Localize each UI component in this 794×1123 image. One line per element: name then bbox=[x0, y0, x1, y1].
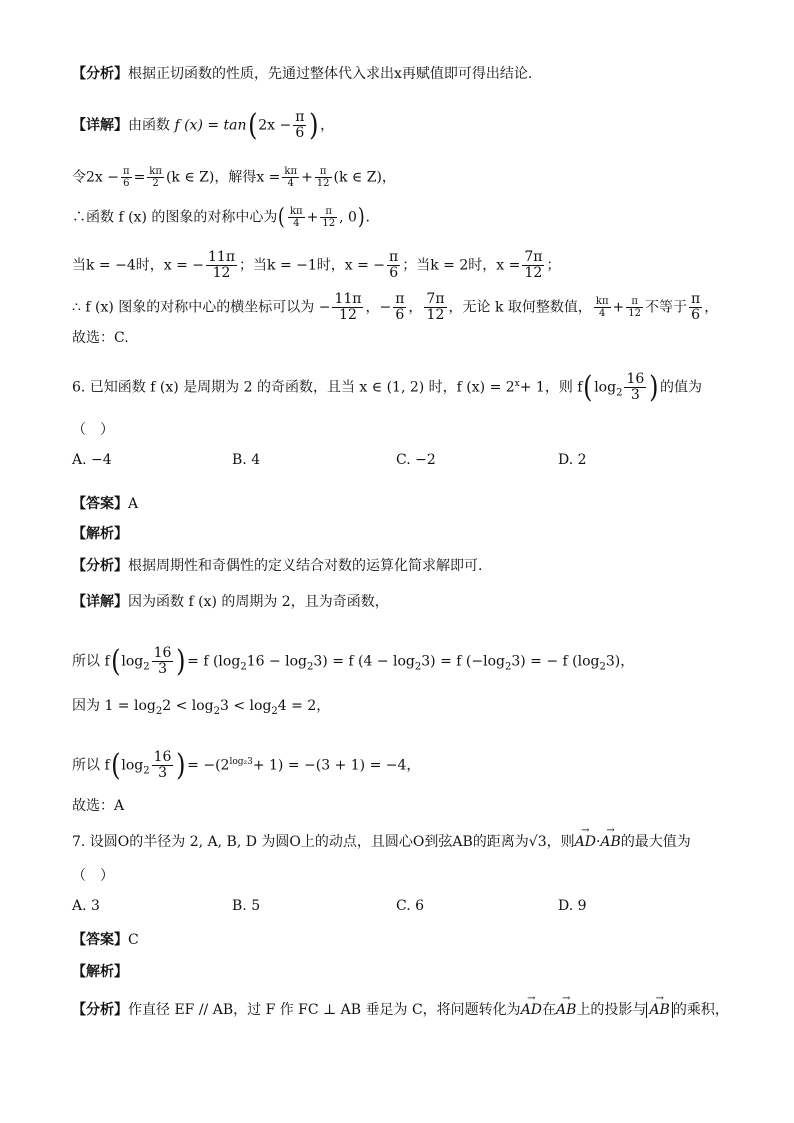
text: ， bbox=[704, 299, 719, 316]
text: ；当k = 2时，x = bbox=[402, 257, 521, 274]
denominator: 12 bbox=[524, 265, 543, 281]
text: · bbox=[595, 834, 601, 850]
fraction bbox=[288, 206, 305, 229]
text: 3) = f (−log bbox=[421, 653, 505, 670]
text: 上的投影与 bbox=[576, 1002, 647, 1018]
q6-detail bbox=[72, 592, 389, 612]
q6-choice: 故选：A bbox=[72, 798, 125, 814]
q7-option-d: D. 9 bbox=[558, 898, 587, 914]
text: 3) = − f (log bbox=[511, 653, 600, 670]
text: ∴ f (x) 图象的对称中心的横坐标可以为 − bbox=[72, 299, 331, 316]
text: 3) = f (4 − log bbox=[313, 653, 415, 670]
numerator: 16 bbox=[153, 749, 172, 765]
superscript: x bbox=[514, 378, 520, 389]
numerator: π bbox=[320, 206, 337, 218]
text: 7. 设圆O的半径为 2, A, B, D 为圆O上的动点，且圆心O到弦AB的距离为 bbox=[72, 834, 529, 850]
abs-bars bbox=[646, 1002, 672, 1018]
analysis-label: 【分析】 bbox=[72, 1002, 128, 1018]
numerator: π bbox=[295, 109, 305, 125]
q5-line4 bbox=[72, 250, 560, 281]
paren: ( bbox=[278, 204, 286, 230]
fraction bbox=[320, 206, 337, 229]
numerator: kπ bbox=[289, 206, 303, 217]
fraction bbox=[332, 292, 363, 323]
vector-ab: → AB bbox=[556, 1000, 576, 1020]
numerator: 11π bbox=[334, 291, 362, 307]
fraction bbox=[624, 372, 646, 403]
text: 4 = 2， bbox=[277, 698, 331, 714]
text: 16 − log bbox=[246, 653, 308, 670]
q5-analysis-line bbox=[72, 64, 532, 84]
explain-label: 【解析】 bbox=[72, 526, 128, 542]
fraction bbox=[626, 296, 643, 319]
subscript: 2 bbox=[271, 705, 278, 717]
text: + bbox=[301, 169, 313, 186]
text: ∴函数 f (x) 的图象的对称中心为 bbox=[72, 209, 278, 226]
q5-choice: 故选：C. bbox=[72, 330, 129, 346]
q6-answer bbox=[72, 494, 138, 514]
denominator: 3 bbox=[158, 661, 167, 677]
paren: ( bbox=[110, 747, 121, 783]
text: 6. 已知函数 f (x) 是周期为 2 的奇函数，且当 x ∈ (1, 2) 时，f (x) = 2 bbox=[72, 379, 515, 396]
vector-ab: → AB bbox=[649, 1000, 669, 1020]
denominator: 3 bbox=[630, 387, 640, 403]
subscript: 2 bbox=[155, 705, 163, 717]
subscript: 2 bbox=[504, 661, 512, 673]
denominator: 2 bbox=[152, 178, 159, 189]
numerator: π bbox=[315, 166, 332, 178]
text: ，− bbox=[365, 299, 392, 316]
text: 所以 f bbox=[72, 757, 110, 774]
text: + 1，则 f bbox=[519, 379, 583, 396]
answer-label: 【答案】 bbox=[72, 932, 128, 948]
paren: ) bbox=[649, 369, 659, 405]
denominator: 6 bbox=[395, 307, 405, 323]
text: ，则 bbox=[546, 834, 575, 850]
detail-label: 【详解】 bbox=[72, 117, 128, 134]
q5-line3: ∴函数 f (x) 的图象的对称中心为( $\frac{k\pi}{4}$ + $\frac{\pi}{12}$ , 0). bbox=[72, 204, 370, 230]
paren: ( bbox=[247, 107, 258, 143]
text: log bbox=[594, 379, 617, 396]
q5-line2 bbox=[72, 166, 396, 189]
q6-stem bbox=[72, 369, 702, 405]
paren: ) bbox=[176, 747, 186, 783]
numerator: π bbox=[122, 166, 130, 177]
vector-ad: → AD bbox=[575, 832, 596, 852]
paren: ( bbox=[583, 369, 594, 405]
text: 作直径 EF // AB，过 F 作 FC ⊥ AB 垂足为 C，将问题转化为 bbox=[128, 1002, 521, 1018]
subscript: 2 bbox=[414, 661, 422, 673]
numerator: kπ bbox=[595, 296, 609, 307]
text: 不等于 bbox=[645, 299, 688, 316]
q6-step1 bbox=[72, 643, 635, 679]
q7-explain-label bbox=[72, 962, 128, 982]
numerator: kπ bbox=[149, 166, 162, 177]
numerator: π bbox=[395, 291, 405, 307]
formula: 2x − bbox=[258, 117, 292, 134]
numerator: 16 bbox=[153, 645, 172, 661]
paren: ( bbox=[110, 643, 121, 679]
text: + 1) = −(3 + 1) = −4， bbox=[252, 757, 421, 774]
denominator: 6 bbox=[295, 125, 305, 141]
fraction bbox=[315, 166, 332, 189]
text: (k ∈ Z)，解得x = bbox=[165, 169, 281, 186]
fraction bbox=[594, 296, 611, 319]
q7-option-b: B. 5 bbox=[232, 898, 261, 914]
denominator: 4 bbox=[293, 218, 300, 229]
text: ； bbox=[546, 257, 561, 274]
text: = bbox=[133, 169, 146, 186]
numerator: π bbox=[626, 296, 643, 308]
detail-label: 【详解】 bbox=[72, 594, 128, 610]
text: 在 bbox=[542, 1002, 557, 1018]
denominator: 12 bbox=[322, 218, 336, 229]
text: = −(2 bbox=[187, 757, 230, 774]
fraction bbox=[152, 750, 174, 781]
text: log bbox=[121, 653, 144, 670]
fraction bbox=[282, 166, 299, 189]
paren: ) bbox=[357, 204, 365, 230]
text: ， bbox=[408, 299, 423, 316]
denominator: 12 bbox=[316, 178, 330, 189]
numerator: 7π bbox=[524, 249, 543, 265]
q6-option-c: C. −2 bbox=[396, 452, 436, 468]
text: , 0 bbox=[339, 209, 357, 226]
paren: ) bbox=[309, 107, 319, 143]
paren: ) bbox=[176, 643, 186, 679]
formula: f (x) = tan bbox=[174, 117, 247, 134]
denominator: 12 bbox=[426, 307, 445, 323]
q7-analysis bbox=[72, 1000, 729, 1020]
q7-paren: （ ） bbox=[72, 868, 114, 884]
q7-option-c: C. 6 bbox=[396, 898, 425, 914]
answer-label: 【答案】 bbox=[72, 496, 128, 512]
q6-option-b: B. 4 bbox=[232, 452, 261, 468]
subscript: 2 bbox=[599, 661, 606, 673]
numerator: 11π bbox=[208, 249, 236, 265]
text: ；当k = −1时，x = − bbox=[239, 257, 386, 274]
denominator: 6 bbox=[691, 307, 701, 323]
fraction bbox=[387, 250, 400, 281]
text: 的值为 bbox=[659, 379, 702, 396]
subscript: 2 bbox=[307, 661, 314, 673]
subscript: 2 bbox=[240, 661, 247, 673]
fraction bbox=[152, 646, 174, 677]
text: 根据周期性和奇偶性的定义结合对数的运算化简求解即可. bbox=[128, 558, 483, 574]
text: 3 < log bbox=[220, 698, 272, 714]
text: 当k = −4时，x = − bbox=[72, 257, 205, 274]
q6-step2 bbox=[72, 696, 330, 722]
q7-answer bbox=[72, 930, 139, 950]
subscript: 2 bbox=[143, 765, 150, 777]
text: log bbox=[121, 757, 144, 774]
text: 的乘积， bbox=[672, 1002, 729, 1018]
fraction bbox=[424, 292, 446, 323]
answer-value: A bbox=[128, 496, 139, 512]
explain-label: 【解析】 bbox=[72, 964, 128, 980]
text: 的最大值为 bbox=[620, 834, 691, 850]
fraction bbox=[206, 250, 237, 281]
vector-ab: → AB bbox=[600, 832, 620, 852]
numerator: π bbox=[691, 291, 701, 307]
text: 3)， bbox=[605, 653, 635, 670]
fraction bbox=[293, 110, 306, 141]
fraction bbox=[121, 166, 132, 189]
vector-ad: → AD bbox=[521, 1000, 542, 1020]
sqrt: √3 bbox=[528, 834, 547, 850]
denominator: 4 bbox=[599, 308, 606, 319]
text: 令2x − bbox=[72, 169, 119, 186]
denominator: 12 bbox=[212, 265, 231, 281]
numerator: 7π bbox=[426, 291, 445, 307]
text: = f (log bbox=[187, 653, 241, 670]
text: + bbox=[306, 209, 319, 226]
denominator: 12 bbox=[628, 308, 642, 319]
q6-step3 bbox=[72, 747, 421, 783]
q5-line5 bbox=[72, 292, 718, 323]
q7-option-a: A. 3 bbox=[72, 898, 100, 914]
q6-option-d: D. 2 bbox=[558, 452, 587, 468]
text: + bbox=[612, 299, 625, 316]
denominator: 12 bbox=[339, 307, 357, 323]
text: 由函数 bbox=[128, 117, 170, 134]
subscript: 2 bbox=[616, 387, 623, 399]
q6-analysis bbox=[72, 556, 482, 576]
denominator: 6 bbox=[389, 265, 399, 281]
analysis-label: 【分析】 bbox=[72, 66, 128, 82]
numerator: kπ bbox=[284, 166, 298, 177]
fraction bbox=[689, 292, 702, 323]
q5-analysis-text: 根据正切函数的性质，先通过整体代入求出x再赋值即可得出结论. bbox=[128, 66, 533, 82]
numerator: 16 bbox=[626, 371, 645, 387]
denominator: 3 bbox=[158, 765, 167, 781]
text: 2 < log bbox=[162, 698, 214, 714]
fraction bbox=[147, 166, 164, 189]
fraction bbox=[522, 250, 544, 281]
q6-explain-label bbox=[72, 524, 128, 544]
text: 因为 1 = log bbox=[72, 698, 156, 714]
text: ，无论 k 取何整数值， bbox=[448, 299, 592, 316]
text: 因为函数 f (x) 的周期为 2，且为奇函数， bbox=[128, 594, 389, 610]
q7-stem bbox=[72, 832, 691, 852]
q6-paren: （ ） bbox=[72, 422, 114, 438]
text: (k ∈ Z)， bbox=[333, 169, 396, 186]
text: 所以 f bbox=[72, 653, 110, 670]
numerator: π bbox=[389, 249, 399, 265]
q5-detail-line: 【详解】由函数 f (x) = tan(2x − $\frac{\pi}{6}$ )， bbox=[72, 107, 335, 143]
analysis-label: 【分析】 bbox=[72, 558, 128, 574]
denominator: 4 bbox=[287, 178, 294, 189]
superscript: log₂3 bbox=[229, 756, 253, 767]
q6-option-a: A. −4 bbox=[72, 452, 112, 468]
subscript: 2 bbox=[213, 705, 221, 717]
subscript: 2 bbox=[143, 661, 150, 673]
fraction bbox=[393, 292, 406, 323]
answer-value: C bbox=[128, 932, 139, 948]
denominator: 6 bbox=[123, 178, 130, 189]
